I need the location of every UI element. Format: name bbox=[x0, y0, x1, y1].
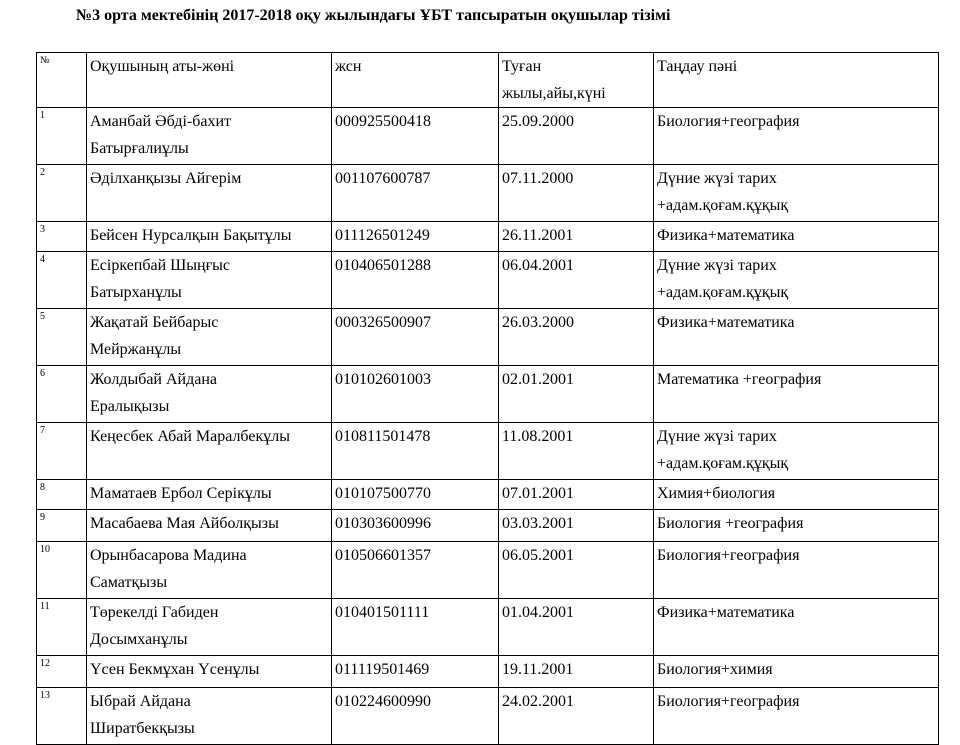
elective-subjects: Физика+математика bbox=[654, 222, 939, 252]
row-number: 9 bbox=[37, 510, 87, 542]
table-row bbox=[37, 423, 939, 480]
row-number: 8 bbox=[37, 480, 87, 510]
elective-subjects: Физика+математика bbox=[654, 599, 939, 656]
birth-date: 06.04.2001 bbox=[499, 252, 654, 309]
student-name: Орынбасарова Мадина Саматқызы bbox=[87, 542, 332, 599]
elective-subjects: Биология +география bbox=[654, 510, 939, 542]
row-number: 7 bbox=[37, 423, 87, 480]
birth-date: 01.04.2001 bbox=[499, 599, 654, 656]
student-iin: 010102601003 bbox=[332, 366, 499, 423]
birth-date: 26.03.2000 bbox=[499, 309, 654, 366]
student-iin: 010107500770 bbox=[332, 480, 499, 510]
elective-subjects: Дүние жүзі тарих +адам.қоғам.құқық bbox=[654, 423, 939, 480]
row-number: 5 bbox=[37, 309, 87, 366]
student-name: Аманбай Әбді-бахит Батырғалиұлы bbox=[87, 108, 332, 165]
student-iin: 000925500418 bbox=[332, 108, 499, 165]
student-name: Әділханқызы Айгерім bbox=[87, 165, 332, 222]
row-number: 11 bbox=[37, 599, 87, 656]
student-list-table bbox=[36, 52, 939, 745]
birth-date: 11.08.2001 bbox=[499, 423, 654, 480]
row-number: 4 bbox=[37, 252, 87, 309]
student-iin: 011126501249 bbox=[332, 222, 499, 252]
student-iin: 001107600787 bbox=[332, 165, 499, 222]
row-number: 1 bbox=[37, 108, 87, 165]
student-iin: 011119501469 bbox=[332, 656, 499, 688]
birth-date: 02.01.2001 bbox=[499, 366, 654, 423]
birth-date: 24.02.2001 bbox=[499, 688, 654, 745]
row-number: 13 bbox=[37, 688, 87, 745]
birth-date: 07.01.2001 bbox=[499, 480, 654, 510]
student-name: Маматаев Ербол Серікұлы bbox=[87, 480, 332, 510]
student-name: Төрекелді Габиден Досымханұлы bbox=[87, 599, 332, 656]
student-name: Есіркепбай Шыңғыс Батырханұлы bbox=[87, 252, 332, 309]
table-row bbox=[37, 688, 939, 745]
elective-subjects: Дүние жүзі тарих +адам.қоғам.құқық bbox=[654, 165, 939, 222]
page-title: №3 орта мектебінің 2017-2018 оқу жылындағы ҰБТ тапсыратын оқушылар тізімі bbox=[76, 7, 671, 24]
table-row bbox=[37, 309, 939, 366]
table-row bbox=[37, 542, 939, 599]
elective-subjects: Биология+география bbox=[654, 108, 939, 165]
table-row bbox=[37, 108, 939, 165]
table-header-row bbox=[37, 53, 939, 108]
birth-date: 19.11.2001 bbox=[499, 656, 654, 688]
birth-date: 26.11.2001 bbox=[499, 222, 654, 252]
student-name: Ыбрай Айдана Ширатбекқызы bbox=[87, 688, 332, 745]
student-iin: 010811501478 bbox=[332, 423, 499, 480]
row-number: 2 bbox=[37, 165, 87, 222]
student-iin: 010401501111 bbox=[332, 599, 499, 656]
elective-subjects: Математика +география bbox=[654, 366, 939, 423]
student-name: Кеңесбек Абай Маралбекұлы bbox=[87, 423, 332, 480]
birth-date: 03.03.2001 bbox=[499, 510, 654, 542]
table-body bbox=[37, 108, 939, 745]
student-name: Үсен Бекмұхан Үсенұлы bbox=[87, 656, 332, 688]
table-row bbox=[37, 656, 939, 688]
table-row bbox=[37, 480, 939, 510]
header-full-name: Оқушының аты-жөні bbox=[87, 53, 332, 108]
student-iin: 010406501288 bbox=[332, 252, 499, 309]
student-name: Жақатай Бейбарыс Мейржанұлы bbox=[87, 309, 332, 366]
student-name: Бейсен Нурсалқын Бақытұлы bbox=[87, 222, 332, 252]
student-iin: 000326500907 bbox=[332, 309, 499, 366]
student-iin: 010303600996 bbox=[332, 510, 499, 542]
table-row bbox=[37, 165, 939, 222]
elective-subjects: Биология+география bbox=[654, 542, 939, 599]
row-number: 10 bbox=[37, 542, 87, 599]
elective-subjects: Физика+математика bbox=[654, 309, 939, 366]
header-iin: жсн bbox=[332, 53, 499, 108]
elective-subjects: Химия+биология bbox=[654, 480, 939, 510]
header-elective-subjects: Таңдау пәні bbox=[654, 53, 939, 108]
table-row bbox=[37, 222, 939, 252]
student-iin: 010224600990 bbox=[332, 688, 499, 745]
row-number: 12 bbox=[37, 656, 87, 688]
row-number: 6 bbox=[37, 366, 87, 423]
student-name: Жолдыбай Айдана Ералықызы bbox=[87, 366, 332, 423]
elective-subjects: Биология+география bbox=[654, 688, 939, 745]
elective-subjects: Биология+химия bbox=[654, 656, 939, 688]
table-row bbox=[37, 599, 939, 656]
header-birth-date: Туған жылы,айы,күні bbox=[499, 53, 654, 108]
student-name: Масабаева Мая Айболқызы bbox=[87, 510, 332, 542]
birth-date: 06.05.2001 bbox=[499, 542, 654, 599]
elective-subjects: Дүние жүзі тарих +адам.қоғам.құқық bbox=[654, 252, 939, 309]
birth-date: 07.11.2000 bbox=[499, 165, 654, 222]
header-number: № bbox=[37, 53, 87, 108]
student-iin: 010506601357 bbox=[332, 542, 499, 599]
table-row bbox=[37, 252, 939, 309]
row-number: 3 bbox=[37, 222, 87, 252]
table-row bbox=[37, 510, 939, 542]
table-row bbox=[37, 366, 939, 423]
birth-date: 25.09.2000 bbox=[499, 108, 654, 165]
